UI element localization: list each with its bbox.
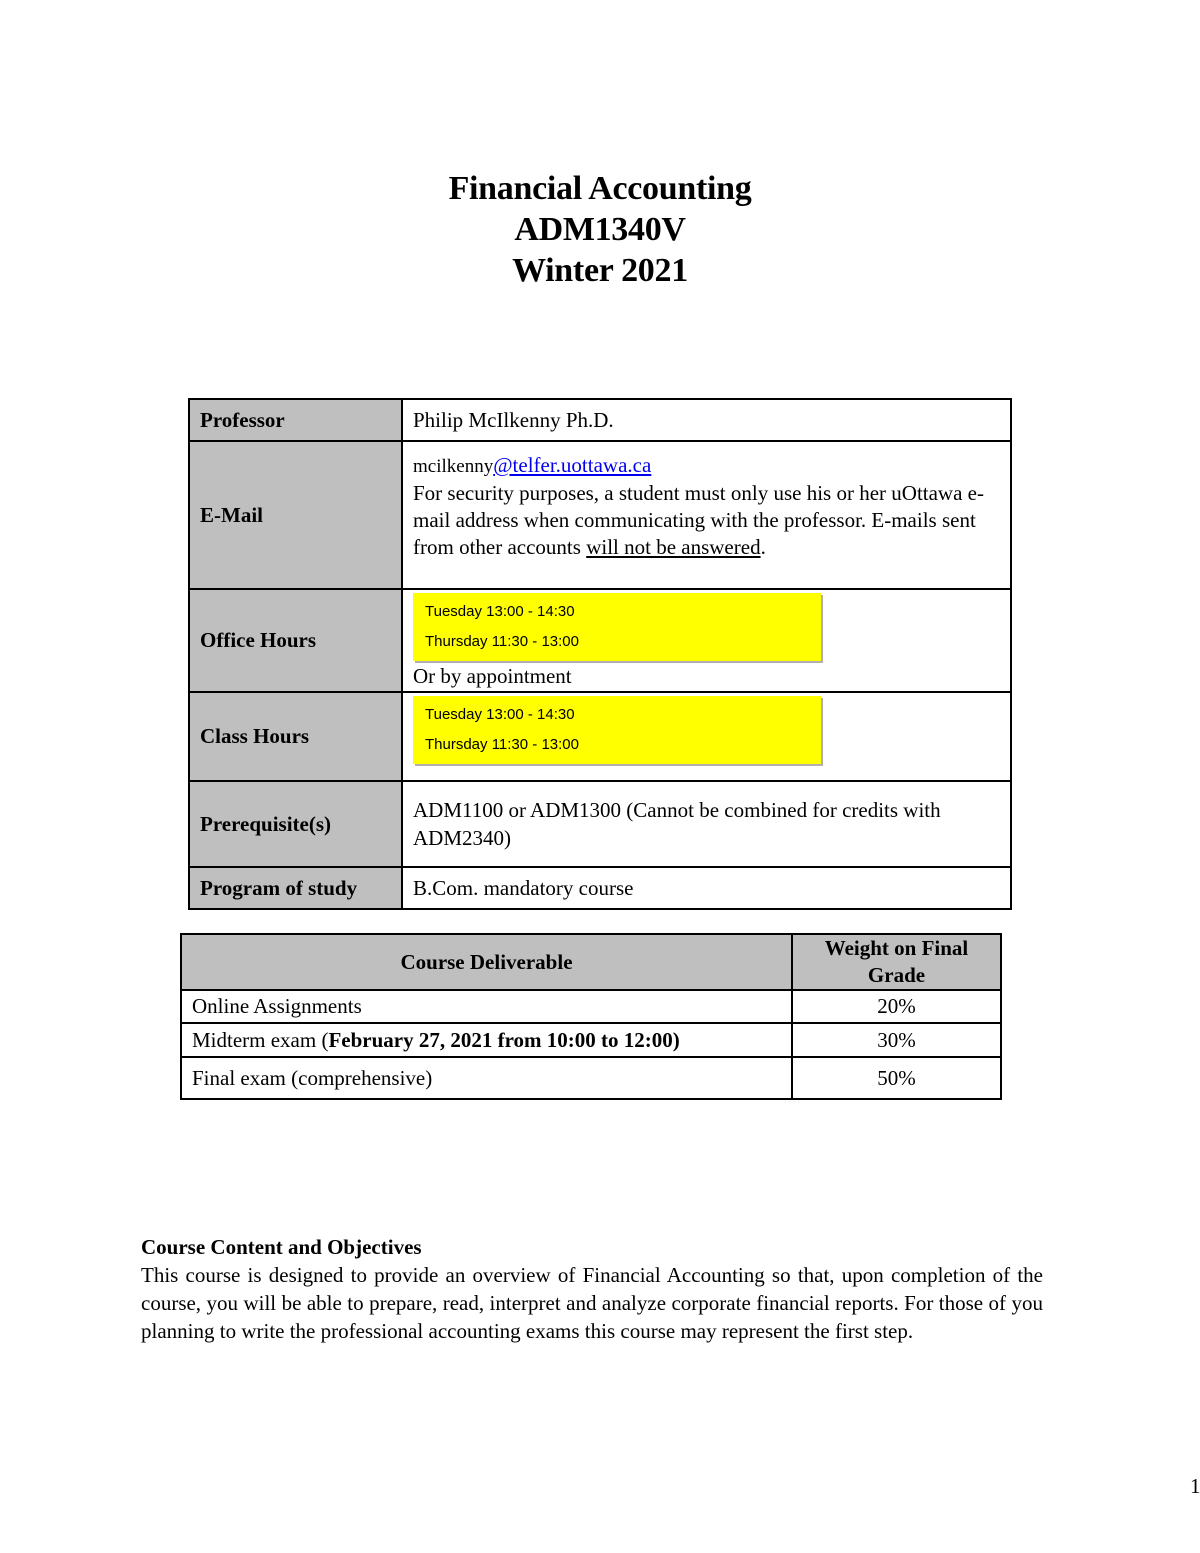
program-row (189, 867, 1011, 909)
course-code: ADM1340V (514, 211, 686, 248)
deliverable-item: Final exam (comprehensive) (181, 1057, 792, 1099)
course-term: Winter 2021 (512, 252, 688, 289)
office-slot-thursday: Thursday 11:30 - 13:00 (425, 633, 579, 650)
email-note-end: . (760, 535, 766, 559)
course-info-table (188, 398, 1012, 910)
class-slot-tuesday: Tuesday 13:00 - 14:30 (425, 706, 575, 723)
class-hours-highlight (413, 696, 821, 764)
deliverable-weight: 30% (792, 1023, 1001, 1057)
section-paragraph: This course is designed to provide an overview of Financial Accounting so that, upon completion of the course, you will be able to prepare, read, interpret and analyze corporate financial reports. For those of you planning to write the professional accounting exams this course may represent the first step. (141, 1263, 1043, 1343)
table-row (181, 990, 1001, 1023)
deliverables-header-row (181, 934, 1001, 990)
deliverable-item (181, 1023, 792, 1057)
midterm-date: February 27, 2021 from 10:00 to 12:00) (328, 1027, 680, 1052)
office-hours-highlight (413, 593, 821, 661)
table-row (181, 1023, 1001, 1057)
office-hours-extra: Or by appointment (413, 664, 572, 688)
professor-label: Professor (189, 399, 402, 441)
email-cell (402, 441, 1011, 589)
page-number: 1 (1190, 1474, 1200, 1498)
email-user: mcilkenny (413, 456, 494, 477)
deliverable-weight: 50% (792, 1057, 1001, 1099)
email-link[interactable]: @telfer.uottawa.ca (493, 453, 652, 477)
email-label: E-Mail (189, 441, 402, 589)
professor-value: Philip McIlkenny Ph.D. (402, 399, 1011, 441)
class-slot-thursday: Thursday 11:30 - 13:00 (425, 736, 579, 753)
deliverable-item-prefix: Midterm exam ( (192, 1027, 329, 1052)
prerequisites-value: ADM1100 or ADM1300 (Cannot be combined for credits with ADM2340) (402, 781, 1011, 867)
program-value: B.Com. mandatory course (402, 867, 1011, 909)
table-row (181, 1057, 1001, 1099)
office-hours-label: Office Hours (189, 589, 402, 692)
email-address (413, 452, 1000, 480)
deliverable-item: Online Assignments (181, 990, 792, 1023)
email-note-warning: will not be answered (586, 535, 761, 559)
office-hours-cell (402, 589, 1011, 692)
deliverable-header: Course Deliverable (181, 934, 792, 990)
deliverable-weight: 20% (792, 990, 1001, 1023)
deliverables-table (180, 933, 1002, 1100)
professor-row (189, 399, 1011, 441)
class-hours-label: Class Hours (189, 692, 402, 781)
prerequisites-row (189, 781, 1011, 867)
office-hours-row (189, 589, 1011, 692)
class-hours-row (189, 692, 1011, 781)
email-row (189, 441, 1011, 589)
email-note-text: For security purposes, a student must only use his or her uOttawa e-mail address when communicating with the professor. E-mails sent from other accounts (413, 481, 984, 559)
email-note (413, 480, 1000, 561)
course-name: Financial Accounting (448, 170, 752, 207)
section-heading: Course Content and Objectives (141, 1235, 422, 1259)
class-hours-cell (402, 692, 1011, 781)
program-label: Program of study (189, 867, 402, 909)
weight-header: Weight on Final Grade (792, 934, 1001, 990)
course-content-section (141, 1233, 1043, 1345)
office-slot-tuesday: Tuesday 13:00 - 14:30 (425, 603, 575, 620)
document-title (0, 168, 1200, 291)
prerequisites-label: Prerequisite(s) (189, 781, 402, 867)
